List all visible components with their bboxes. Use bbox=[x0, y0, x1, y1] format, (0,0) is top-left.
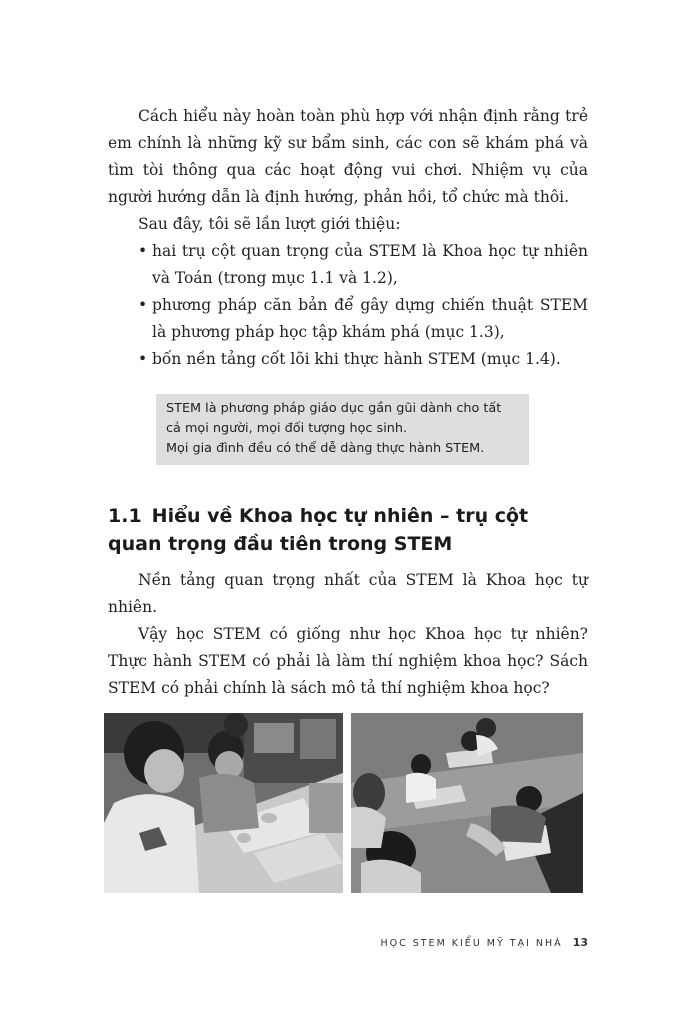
callout-line-2: Mọi gia đình đều có thể dễ dàng thực hành STEM. bbox=[166, 441, 485, 456]
list-item-text: bốn nền tảng cốt lõi khi thực hành STEM (mục 1.4). bbox=[152, 350, 561, 368]
intro-paragraph: Cách hiểu này hoàn toàn phù hợp với nhận định rằng trẻ em chính là những kỹ sư bẩm sinh, các con sẽ khám phá và tìm tòi thông qua các hoạt động vui chơi. Nhiệm vụ của người hướng dẫn là định hướng, phản hồi, tổ chức mà thôi. bbox=[108, 107, 588, 206]
page-footer bbox=[380, 936, 588, 949]
list-item-text: phương pháp căn bản để gây dựng chiến thuật STEM là phương pháp học tập khám phá (mục 1.3), bbox=[152, 296, 588, 341]
list-item bbox=[138, 292, 588, 346]
footer-book-title: HỌC STEM KIỂU MỸ TẠI NHÀ bbox=[380, 938, 563, 949]
intro-text-block bbox=[108, 103, 588, 373]
section-paragraph-2: Vậy học STEM có giống như học Khoa học tự nhiên? Thực hành STEM có phải là làm thí nghiệm khoa học? Sách STEM có phải chính là sách mô tả thí nghiệm khoa học? bbox=[108, 625, 588, 697]
list-item-text: hai trụ cột quan trọng của STEM là Khoa học tự nhiên và Toán (trong mục 1.1 và 1.2), bbox=[152, 242, 588, 287]
callout-line-1: STEM là phương pháp giáo dục gần gũi dành cho tất cả mọi người, mọi đối tượng học sinh. bbox=[166, 401, 502, 436]
section-title: Hiểu về Khoa học tự nhiên – trụ cột quan trọng đầu tiên trong STEM bbox=[108, 505, 529, 555]
photo-children-indoor-image bbox=[104, 713, 343, 893]
section-paragraph-1: Nền tảng quan trọng nhất của STEM là Khoa học tự nhiên. bbox=[108, 571, 588, 616]
section-number: 1.1 bbox=[108, 505, 142, 527]
bullet-list bbox=[108, 238, 588, 373]
photo-children-outdoor-image bbox=[351, 713, 583, 893]
list-intro: Sau đây, tôi sẽ lần lượt giới thiệu: bbox=[138, 215, 401, 233]
bullet-icon: • bbox=[138, 296, 148, 314]
section-text-block bbox=[108, 567, 588, 702]
list-item bbox=[138, 346, 588, 373]
photo-children-indoor bbox=[104, 713, 343, 893]
footer-page-number: 13 bbox=[572, 936, 588, 949]
list-item bbox=[138, 238, 588, 292]
callout-box bbox=[156, 394, 529, 465]
bullet-icon: • bbox=[138, 350, 148, 368]
section-heading bbox=[108, 502, 588, 558]
photo-children-outdoor bbox=[351, 713, 583, 893]
bullet-icon: • bbox=[138, 242, 148, 260]
